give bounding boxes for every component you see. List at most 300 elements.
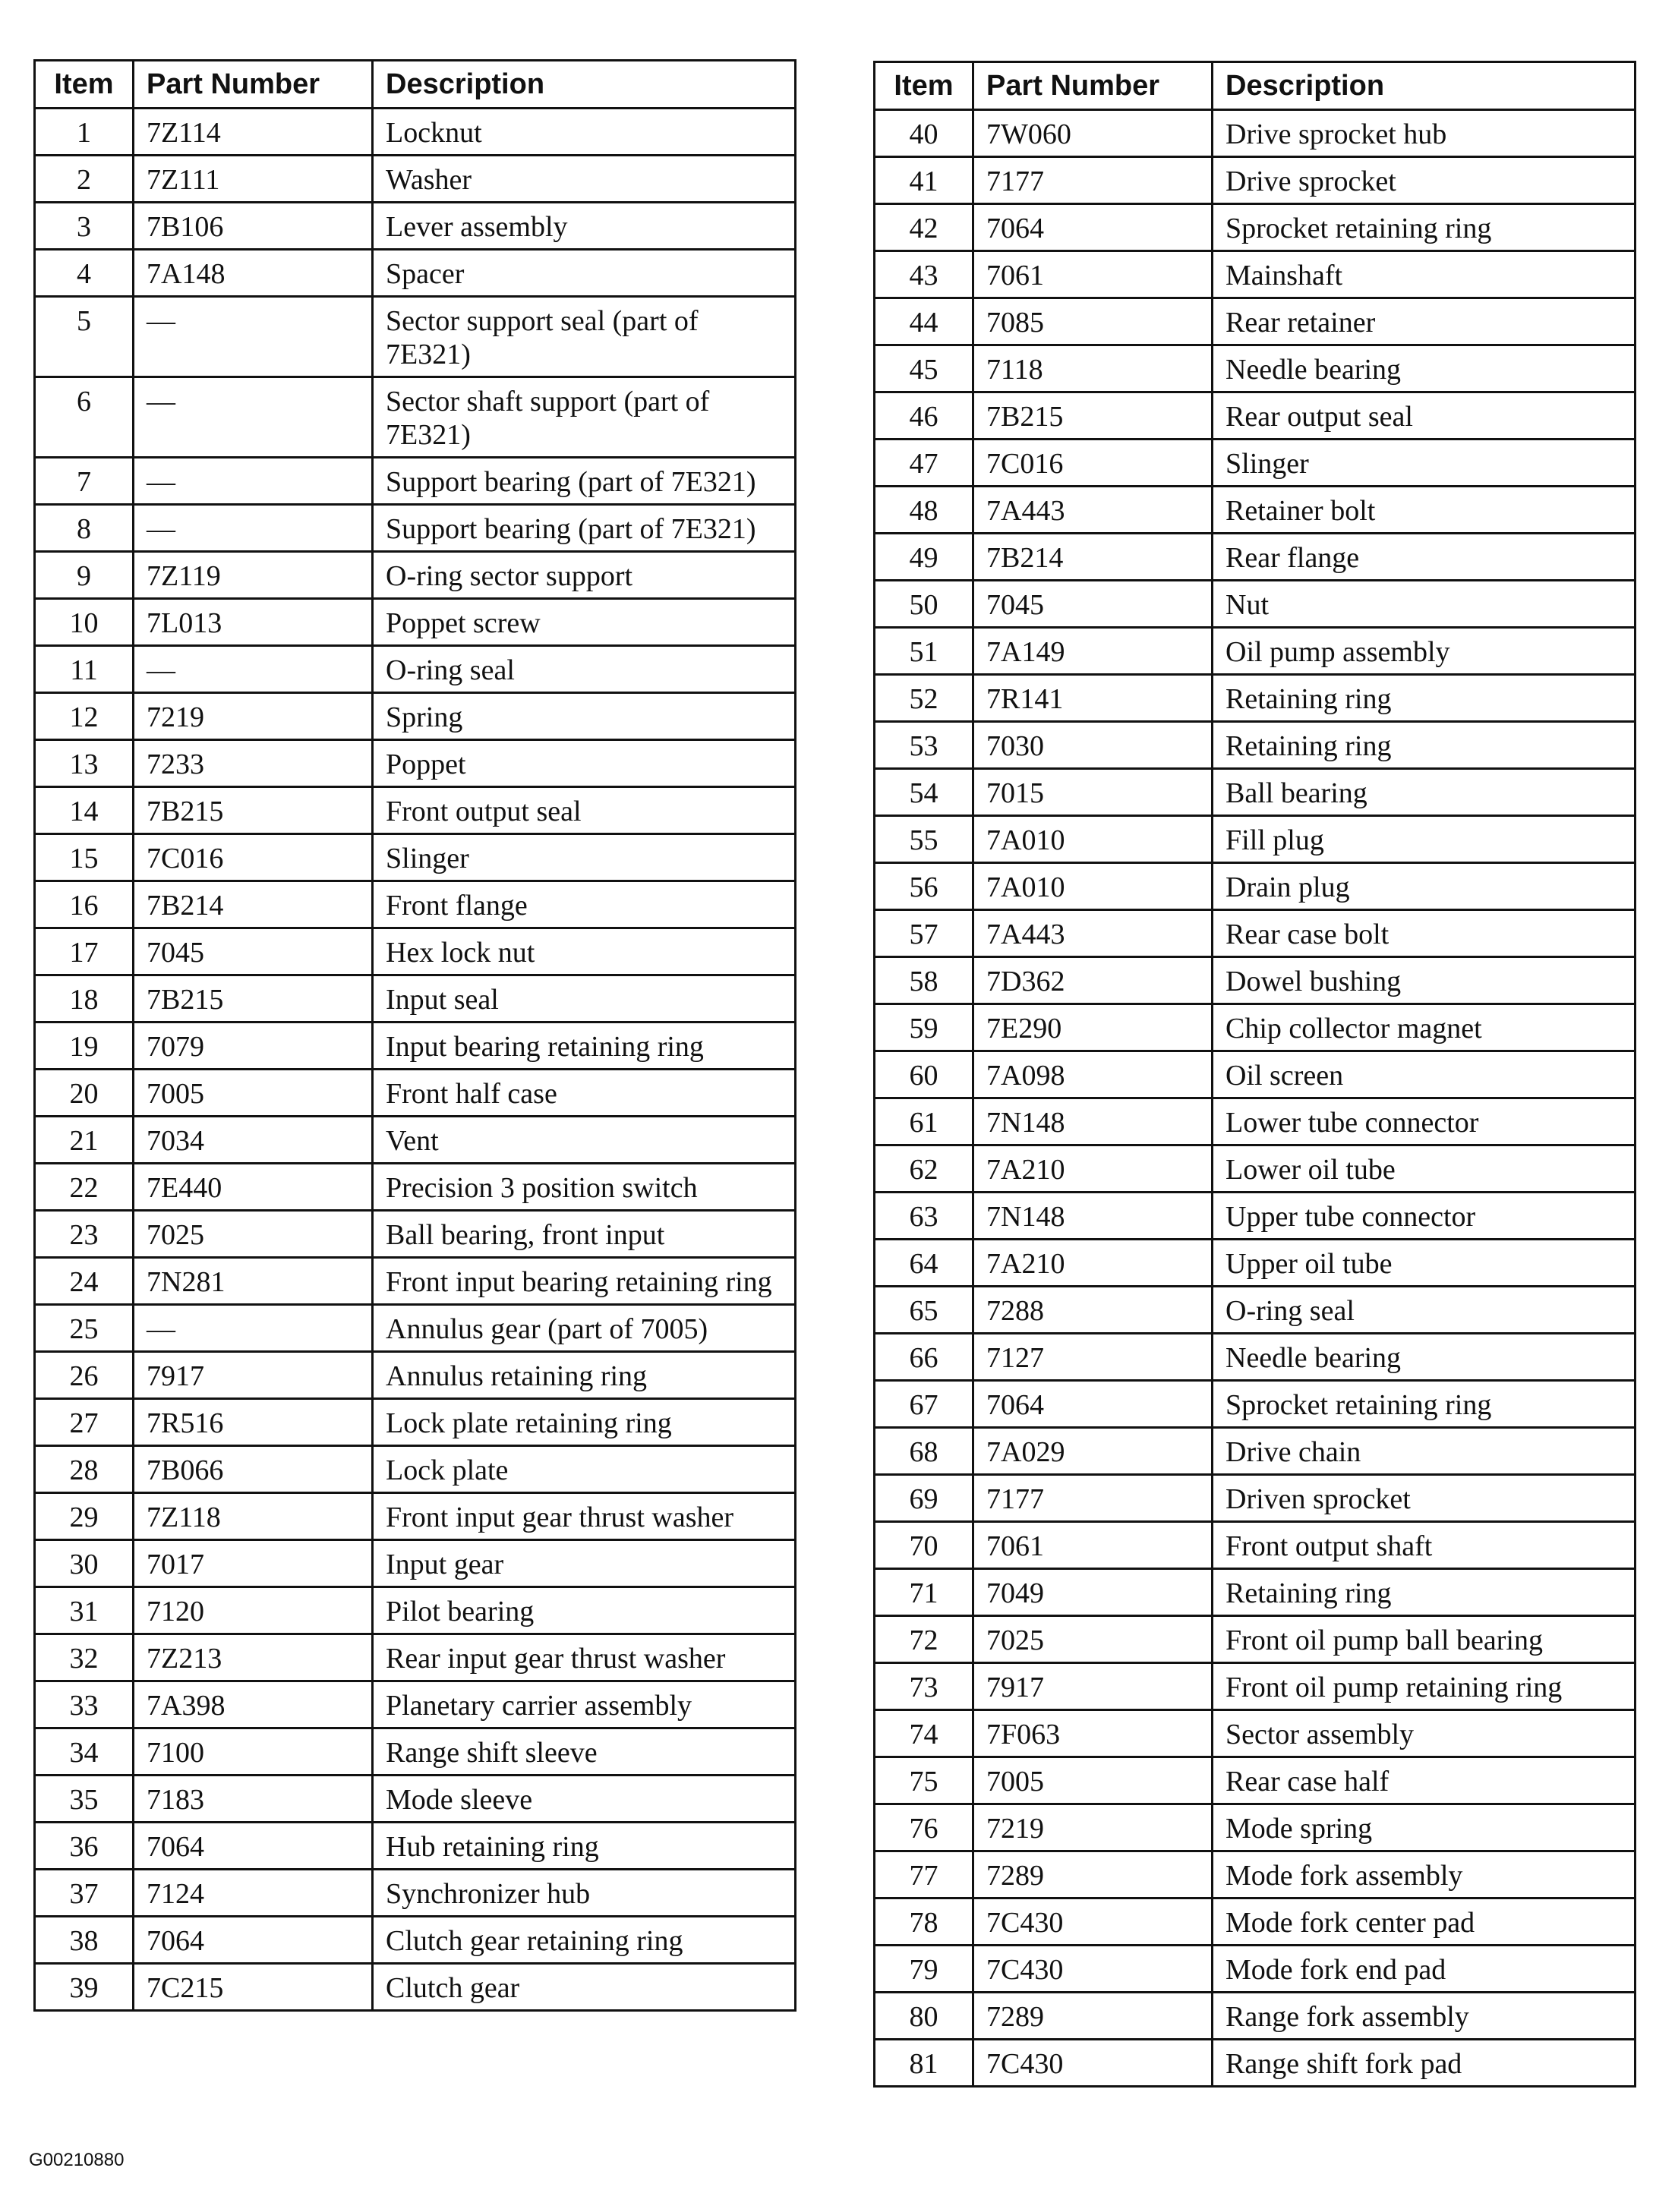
item-cell: 51 bbox=[875, 628, 973, 675]
description-cell: Support bearing (part of 7E321) bbox=[373, 458, 796, 505]
item-cell: 15 bbox=[35, 834, 134, 881]
description-cell: Sector shaft support (part of 7E321) bbox=[373, 377, 796, 458]
item-cell: 19 bbox=[35, 1022, 134, 1070]
part-number-cell: 7064 bbox=[134, 1823, 373, 1870]
description-cell: Sector support seal (part of 7E321) bbox=[373, 297, 796, 377]
description-cell: Drain plug bbox=[1213, 863, 1636, 910]
table-row bbox=[875, 1287, 1636, 1334]
part-number-cell: 7085 bbox=[973, 298, 1213, 345]
table-row bbox=[875, 1098, 1636, 1145]
part-number-cell: 7A443 bbox=[973, 910, 1213, 957]
description-cell: Fill plug bbox=[1213, 816, 1636, 863]
part-number-cell: — bbox=[134, 505, 373, 552]
description-cell: Retaining ring bbox=[1213, 722, 1636, 769]
item-cell: 46 bbox=[875, 392, 973, 440]
part-number-cell: 7061 bbox=[973, 251, 1213, 298]
table-row bbox=[875, 1004, 1636, 1051]
table-row bbox=[875, 1851, 1636, 1898]
part-number-cell: 7A398 bbox=[134, 1681, 373, 1728]
description-cell: Oil screen bbox=[1213, 1051, 1636, 1098]
part-number-cell: 7C430 bbox=[973, 1898, 1213, 1946]
item-cell: 29 bbox=[35, 1493, 134, 1540]
item-cell: 40 bbox=[875, 110, 973, 157]
item-cell: 47 bbox=[875, 440, 973, 487]
item-cell: 12 bbox=[35, 693, 134, 740]
description-cell: Retaining ring bbox=[1213, 1569, 1636, 1616]
part-number-cell: — bbox=[134, 646, 373, 693]
part-number-cell: 7R141 bbox=[973, 675, 1213, 722]
item-cell: 73 bbox=[875, 1663, 973, 1710]
part-number-cell: 7Z119 bbox=[134, 552, 373, 599]
description-cell: O-ring seal bbox=[1213, 1287, 1636, 1334]
description-cell: Locknut bbox=[373, 109, 796, 156]
description-cell: Front output shaft bbox=[1213, 1522, 1636, 1569]
item-cell: 25 bbox=[35, 1305, 134, 1352]
description-cell: Rear input gear thrust washer bbox=[373, 1634, 796, 1681]
table-row bbox=[875, 1710, 1636, 1757]
table-row bbox=[875, 298, 1636, 345]
item-cell: 66 bbox=[875, 1334, 973, 1381]
table-row bbox=[875, 1475, 1636, 1522]
table-row bbox=[875, 1428, 1636, 1475]
part-number-cell: 7025 bbox=[134, 1211, 373, 1258]
table-row bbox=[35, 1634, 796, 1681]
part-number-cell: 7045 bbox=[134, 928, 373, 975]
description-cell: Rear retainer bbox=[1213, 298, 1636, 345]
description-cell: Chip collector magnet bbox=[1213, 1004, 1636, 1051]
description-cell: Range shift fork pad bbox=[1213, 2040, 1636, 2087]
part-number-cell: 7B214 bbox=[973, 534, 1213, 581]
table-row bbox=[35, 1776, 796, 1823]
table-row bbox=[35, 377, 796, 458]
part-number-cell: 7E290 bbox=[973, 1004, 1213, 1051]
table-row bbox=[875, 392, 1636, 440]
description-cell: Retaining ring bbox=[1213, 675, 1636, 722]
description-cell: Planetary carrier assembly bbox=[373, 1681, 796, 1728]
description-cell: O-ring seal bbox=[373, 646, 796, 693]
item-cell: 9 bbox=[35, 552, 134, 599]
description-cell: Annulus retaining ring bbox=[373, 1352, 796, 1399]
table-row bbox=[35, 458, 796, 505]
part-number-cell: 7017 bbox=[134, 1540, 373, 1587]
item-cell: 48 bbox=[875, 487, 973, 534]
item-cell: 38 bbox=[35, 1917, 134, 1964]
parts-table-right bbox=[873, 61, 1636, 2088]
description-cell: Input bearing retaining ring bbox=[373, 1022, 796, 1070]
part-number-cell: 7288 bbox=[973, 1287, 1213, 1334]
table-row bbox=[35, 1446, 796, 1493]
table-row bbox=[875, 1757, 1636, 1804]
part-number-cell: 7A148 bbox=[134, 250, 373, 297]
part-number-cell: 7064 bbox=[973, 204, 1213, 251]
description-cell: Sector assembly bbox=[1213, 1710, 1636, 1757]
table-row bbox=[35, 646, 796, 693]
table-row bbox=[875, 910, 1636, 957]
item-cell: 23 bbox=[35, 1211, 134, 1258]
table-row bbox=[875, 957, 1636, 1004]
description-cell: Driven sprocket bbox=[1213, 1475, 1636, 1522]
part-number-cell: 7005 bbox=[134, 1070, 373, 1117]
description-cell: Clutch gear bbox=[373, 1964, 796, 2011]
table-row bbox=[35, 552, 796, 599]
part-number-cell: 7C215 bbox=[134, 1964, 373, 2011]
description-cell: Front input bearing retaining ring bbox=[373, 1258, 796, 1305]
part-number-cell: 7C430 bbox=[973, 1946, 1213, 1993]
item-cell: 56 bbox=[875, 863, 973, 910]
item-cell: 4 bbox=[35, 250, 134, 297]
part-number-cell: 7124 bbox=[134, 1870, 373, 1917]
part-number-cell: — bbox=[134, 377, 373, 458]
item-cell: 50 bbox=[875, 581, 973, 628]
part-number-cell: 7R516 bbox=[134, 1399, 373, 1446]
item-cell: 34 bbox=[35, 1728, 134, 1776]
part-number-cell: 7A210 bbox=[973, 1240, 1213, 1287]
item-cell: 76 bbox=[875, 1804, 973, 1851]
part-number-cell: 7177 bbox=[973, 157, 1213, 204]
item-cell: 31 bbox=[35, 1587, 134, 1634]
part-number-cell: 7A443 bbox=[973, 487, 1213, 534]
item-cell: 58 bbox=[875, 957, 973, 1004]
header-row bbox=[35, 61, 796, 109]
table-row bbox=[35, 599, 796, 646]
part-number-cell: 7289 bbox=[973, 1851, 1213, 1898]
part-number-cell: 7177 bbox=[973, 1475, 1213, 1522]
table-row bbox=[875, 157, 1636, 204]
item-cell: 68 bbox=[875, 1428, 973, 1475]
description-cell: Needle bearing bbox=[1213, 345, 1636, 392]
part-number-cell: 7025 bbox=[973, 1616, 1213, 1663]
description-cell: Poppet screw bbox=[373, 599, 796, 646]
item-cell: 42 bbox=[875, 204, 973, 251]
item-cell: 16 bbox=[35, 881, 134, 928]
part-number-cell: — bbox=[134, 297, 373, 377]
item-cell: 71 bbox=[875, 1569, 973, 1616]
item-cell: 35 bbox=[35, 1776, 134, 1823]
description-cell: Front oil pump retaining ring bbox=[1213, 1663, 1636, 1710]
item-cell: 18 bbox=[35, 975, 134, 1022]
part-number-cell: 7E440 bbox=[134, 1164, 373, 1211]
description-cell: Nut bbox=[1213, 581, 1636, 628]
item-cell: 41 bbox=[875, 157, 973, 204]
part-number-cell: 7C016 bbox=[973, 440, 1213, 487]
part-number-cell: 7233 bbox=[134, 740, 373, 787]
description-cell: Input seal bbox=[373, 975, 796, 1022]
part-number-cell: 7Z114 bbox=[134, 109, 373, 156]
description-cell: Synchronizer hub bbox=[373, 1870, 796, 1917]
table-row bbox=[35, 1070, 796, 1117]
item-cell: 2 bbox=[35, 156, 134, 203]
parts-rows-left bbox=[35, 109, 796, 2011]
table-row bbox=[875, 628, 1636, 675]
item-cell: 14 bbox=[35, 787, 134, 834]
table-row bbox=[875, 1946, 1636, 1993]
part-number-cell: — bbox=[134, 458, 373, 505]
description-cell: Rear case bolt bbox=[1213, 910, 1636, 957]
item-cell: 33 bbox=[35, 1681, 134, 1728]
table-row bbox=[35, 693, 796, 740]
table-row bbox=[875, 1522, 1636, 1569]
item-cell: 6 bbox=[35, 377, 134, 458]
part-number-cell: 7064 bbox=[134, 1917, 373, 1964]
table-row bbox=[875, 251, 1636, 298]
part-number-cell: 7Z118 bbox=[134, 1493, 373, 1540]
table-row bbox=[35, 505, 796, 552]
part-number-cell: 7118 bbox=[973, 345, 1213, 392]
description-cell: Spring bbox=[373, 693, 796, 740]
part-number-cell: 7079 bbox=[134, 1022, 373, 1070]
table-row bbox=[875, 722, 1636, 769]
part-number-cell: 7N148 bbox=[973, 1193, 1213, 1240]
table-row bbox=[35, 109, 796, 156]
description-cell: Poppet bbox=[373, 740, 796, 787]
part-number-cell: 7A029 bbox=[973, 1428, 1213, 1475]
parts-rows-right bbox=[875, 110, 1636, 2087]
table-row bbox=[35, 1305, 796, 1352]
table-row bbox=[35, 1258, 796, 1305]
description-cell: Needle bearing bbox=[1213, 1334, 1636, 1381]
part-number-cell: 7A098 bbox=[973, 1051, 1213, 1098]
header-row bbox=[875, 62, 1636, 110]
description-cell: Front oil pump ball bearing bbox=[1213, 1616, 1636, 1663]
table-row bbox=[35, 787, 796, 834]
item-cell: 80 bbox=[875, 1993, 973, 2040]
part-number-cell: 7045 bbox=[973, 581, 1213, 628]
item-cell: 69 bbox=[875, 1475, 973, 1522]
part-number-cell: 7183 bbox=[134, 1776, 373, 1823]
description-cell: Front input gear thrust washer bbox=[373, 1493, 796, 1540]
table-row bbox=[875, 1569, 1636, 1616]
item-cell: 74 bbox=[875, 1710, 973, 1757]
table-row bbox=[35, 1117, 796, 1164]
table-row bbox=[35, 1352, 796, 1399]
description-cell: Mainshaft bbox=[1213, 251, 1636, 298]
item-cell: 21 bbox=[35, 1117, 134, 1164]
description-cell: Rear case half bbox=[1213, 1757, 1636, 1804]
table-row bbox=[35, 1681, 796, 1728]
item-cell: 1 bbox=[35, 109, 134, 156]
item-cell: 53 bbox=[875, 722, 973, 769]
description-cell: Drive sprocket bbox=[1213, 157, 1636, 204]
part-number-cell: 7030 bbox=[973, 722, 1213, 769]
part-number-cell: 7C430 bbox=[973, 2040, 1213, 2087]
item-cell: 65 bbox=[875, 1287, 973, 1334]
description-cell: Support bearing (part of 7E321) bbox=[373, 505, 796, 552]
table-row bbox=[875, 816, 1636, 863]
part-number-cell: 7A210 bbox=[973, 1145, 1213, 1193]
table-row bbox=[875, 487, 1636, 534]
table-row bbox=[875, 675, 1636, 722]
table-row bbox=[35, 297, 796, 377]
table-row bbox=[875, 581, 1636, 628]
description-cell: Upper oil tube bbox=[1213, 1240, 1636, 1287]
part-number-cell: 7005 bbox=[973, 1757, 1213, 1804]
item-cell: 26 bbox=[35, 1352, 134, 1399]
part-number-cell: 7061 bbox=[973, 1522, 1213, 1569]
item-cell: 57 bbox=[875, 910, 973, 957]
item-cell: 78 bbox=[875, 1898, 973, 1946]
description-cell: Lower tube connector bbox=[1213, 1098, 1636, 1145]
item-cell: 72 bbox=[875, 1616, 973, 1663]
table-row bbox=[35, 1870, 796, 1917]
item-cell: 28 bbox=[35, 1446, 134, 1493]
item-cell: 7 bbox=[35, 458, 134, 505]
description-cell: Upper tube connector bbox=[1213, 1193, 1636, 1240]
table-row bbox=[35, 1964, 796, 2011]
description-cell: Lock plate retaining ring bbox=[373, 1399, 796, 1446]
description-cell: Washer bbox=[373, 156, 796, 203]
description-cell: Mode sleeve bbox=[373, 1776, 796, 1823]
description-cell: Lock plate bbox=[373, 1446, 796, 1493]
part-number-cell: 7064 bbox=[973, 1381, 1213, 1428]
item-cell: 22 bbox=[35, 1164, 134, 1211]
description-cell: Front flange bbox=[373, 881, 796, 928]
description-cell: O-ring sector support bbox=[373, 552, 796, 599]
part-number-cell: 7C016 bbox=[134, 834, 373, 881]
part-number-cell: — bbox=[134, 1305, 373, 1352]
table-row bbox=[35, 1399, 796, 1446]
description-cell: Pilot bearing bbox=[373, 1587, 796, 1634]
item-cell: 49 bbox=[875, 534, 973, 581]
description-cell: Slinger bbox=[373, 834, 796, 881]
description-cell: Rear output seal bbox=[1213, 392, 1636, 440]
table-row bbox=[35, 834, 796, 881]
table-row bbox=[875, 1381, 1636, 1428]
table-row bbox=[35, 250, 796, 297]
part-number-cell: 7A010 bbox=[973, 863, 1213, 910]
part-number-cell: 7B215 bbox=[973, 392, 1213, 440]
description-cell: Oil pump assembly bbox=[1213, 628, 1636, 675]
table-row bbox=[875, 204, 1636, 251]
table-row bbox=[35, 740, 796, 787]
table-row bbox=[875, 345, 1636, 392]
table-row bbox=[875, 110, 1636, 157]
description-cell: Retainer bolt bbox=[1213, 487, 1636, 534]
description-cell: Precision 3 position switch bbox=[373, 1164, 796, 1211]
description-cell: Ball bearing bbox=[1213, 769, 1636, 816]
item-cell: 59 bbox=[875, 1004, 973, 1051]
table-row bbox=[35, 1540, 796, 1587]
table-row bbox=[35, 1493, 796, 1540]
part-number-cell: 7049 bbox=[973, 1569, 1213, 1616]
description-cell: Annulus gear (part of 7005) bbox=[373, 1305, 796, 1352]
part-number-cell: 7D362 bbox=[973, 957, 1213, 1004]
parts-table-left bbox=[33, 59, 796, 2012]
description-cell: Lower oil tube bbox=[1213, 1145, 1636, 1193]
part-number-cell: 7N148 bbox=[973, 1098, 1213, 1145]
item-cell: 3 bbox=[35, 203, 134, 250]
table-row bbox=[875, 534, 1636, 581]
description-cell: Input gear bbox=[373, 1540, 796, 1587]
table-row bbox=[875, 2040, 1636, 2087]
item-cell: 61 bbox=[875, 1098, 973, 1145]
description-cell: Vent bbox=[373, 1117, 796, 1164]
item-cell: 13 bbox=[35, 740, 134, 787]
description-cell: Clutch gear retaining ring bbox=[373, 1917, 796, 1964]
item-cell: 55 bbox=[875, 816, 973, 863]
item-cell: 17 bbox=[35, 928, 134, 975]
part-number-cell: 7B215 bbox=[134, 787, 373, 834]
item-cell: 63 bbox=[875, 1193, 973, 1240]
description-cell: Drive sprocket hub bbox=[1213, 110, 1636, 157]
item-cell: 10 bbox=[35, 599, 134, 646]
part-number-cell: 7219 bbox=[134, 693, 373, 740]
part-number-cell: 7917 bbox=[134, 1352, 373, 1399]
part-number-cell: 7Z111 bbox=[134, 156, 373, 203]
table-row bbox=[35, 928, 796, 975]
table-row bbox=[875, 1993, 1636, 2040]
item-cell: 11 bbox=[35, 646, 134, 693]
description-cell: Sprocket retaining ring bbox=[1213, 204, 1636, 251]
part-number-cell: 7Z213 bbox=[134, 1634, 373, 1681]
part-number-cell: 7B066 bbox=[134, 1446, 373, 1493]
description-cell: Spacer bbox=[373, 250, 796, 297]
table-row bbox=[875, 1193, 1636, 1240]
table-row bbox=[875, 1334, 1636, 1381]
table-row bbox=[875, 769, 1636, 816]
item-cell: 20 bbox=[35, 1070, 134, 1117]
item-cell: 77 bbox=[875, 1851, 973, 1898]
part-number-cell: 7A149 bbox=[973, 628, 1213, 675]
table-row bbox=[35, 1587, 796, 1634]
item-cell: 8 bbox=[35, 505, 134, 552]
part-number-cell: 7120 bbox=[134, 1587, 373, 1634]
table-row bbox=[875, 1663, 1636, 1710]
part-number-cell: 7B215 bbox=[134, 975, 373, 1022]
part-number-cell: 7F063 bbox=[973, 1710, 1213, 1757]
item-cell: 43 bbox=[875, 251, 973, 298]
item-cell: 30 bbox=[35, 1540, 134, 1587]
part-number-cell: 7034 bbox=[134, 1117, 373, 1164]
item-cell: 5 bbox=[35, 297, 134, 377]
description-cell: Front half case bbox=[373, 1070, 796, 1117]
description-cell: Lever assembly bbox=[373, 203, 796, 250]
header-part-number: Part Number bbox=[973, 62, 1213, 110]
table-row bbox=[35, 1917, 796, 1964]
header-description: Description bbox=[373, 61, 796, 109]
description-cell: Range shift sleeve bbox=[373, 1728, 796, 1776]
description-cell: Hex lock nut bbox=[373, 928, 796, 975]
part-number-cell: 7A010 bbox=[973, 816, 1213, 863]
item-cell: 60 bbox=[875, 1051, 973, 1098]
item-cell: 70 bbox=[875, 1522, 973, 1569]
table-row bbox=[35, 203, 796, 250]
table-row bbox=[875, 1051, 1636, 1098]
header-item: Item bbox=[875, 62, 973, 110]
item-cell: 75 bbox=[875, 1757, 973, 1804]
table-row bbox=[35, 156, 796, 203]
table-row bbox=[35, 1022, 796, 1070]
header-item: Item bbox=[35, 61, 134, 109]
item-cell: 62 bbox=[875, 1145, 973, 1193]
header-description: Description bbox=[1213, 62, 1636, 110]
item-cell: 67 bbox=[875, 1381, 973, 1428]
description-cell: Drive chain bbox=[1213, 1428, 1636, 1475]
item-cell: 27 bbox=[35, 1399, 134, 1446]
description-cell: Range fork assembly bbox=[1213, 1993, 1636, 2040]
table-row bbox=[35, 1211, 796, 1258]
item-cell: 37 bbox=[35, 1870, 134, 1917]
table-row bbox=[875, 440, 1636, 487]
part-number-cell: 7B214 bbox=[134, 881, 373, 928]
table-row bbox=[35, 975, 796, 1022]
description-cell: Slinger bbox=[1213, 440, 1636, 487]
table-row bbox=[875, 1145, 1636, 1193]
item-cell: 44 bbox=[875, 298, 973, 345]
part-number-cell: 7127 bbox=[973, 1334, 1213, 1381]
part-number-cell: 7219 bbox=[973, 1804, 1213, 1851]
item-cell: 45 bbox=[875, 345, 973, 392]
item-cell: 24 bbox=[35, 1258, 134, 1305]
